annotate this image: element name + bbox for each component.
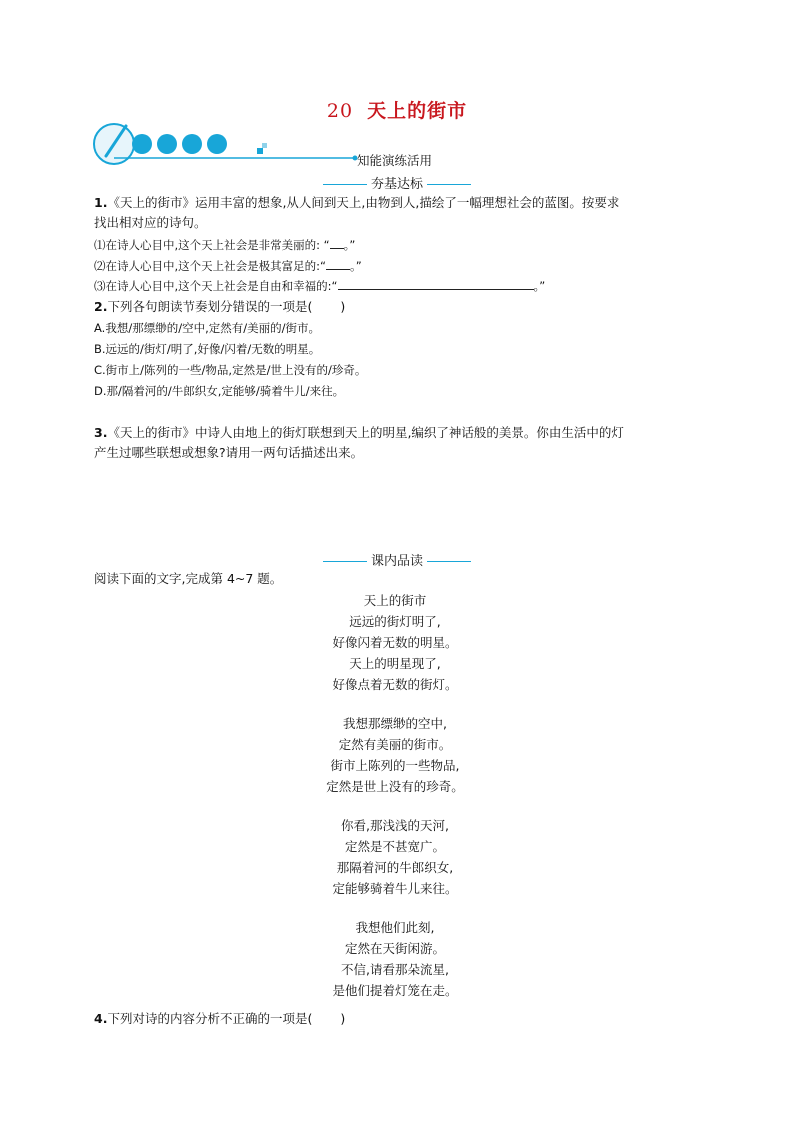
poem-line: 好像闪着无数的明星。 — [332, 635, 458, 650]
q2-option-c[interactable]: C.街市上/陈列的一些/物品,定然是/世上没有的/珍奇。 — [94, 363, 367, 377]
poem-line: 好像点着无数的街灯。 — [332, 677, 458, 692]
q1-sub3-text: ⑶在诗人心目中,这个天上社会是自由和幸福的:“ — [94, 279, 338, 293]
poem-line: 我想那缥缈的空中, — [343, 716, 447, 731]
poem-line: 天上的明星现了, — [349, 656, 441, 671]
q4-stem — [94, 1010, 345, 1028]
lesson-title-text: 天上的街市 — [367, 100, 468, 122]
section-reading — [0, 550, 794, 569]
q2-option-d[interactable]: D.那/隔着河的/牛郎织女,定能够/骑着牛儿/来往。 — [94, 384, 345, 398]
banner-dot-2 — [157, 134, 177, 154]
q3-number: 3. — [94, 425, 108, 440]
poem-stanza-3 — [300, 815, 490, 899]
lesson-title — [0, 96, 794, 123]
q2-stem-text: 下列各句朗读节奏划分错误的一项是( — [107, 299, 313, 314]
poem-line: 不信,请看那朵流星, — [341, 962, 449, 977]
banner-square-2 — [262, 143, 267, 148]
section-reading-label: 课内品读 — [370, 554, 423, 569]
poem-line: 定能够骑着牛儿来往。 — [332, 881, 458, 896]
section-basics — [0, 173, 794, 192]
q1-stem-text: 《天上的街市》运用丰富的想象,从人间到天上,由物到人,描绘了一幅理想社会的蓝图。按要求 — [107, 195, 620, 210]
poem-title: 天上的街市 — [363, 593, 427, 608]
q1-stem-line2: 找出相对应的诗句。 — [94, 215, 207, 230]
section-rule-left — [323, 561, 367, 563]
reading-intro: 阅读下面的文字,完成第 4~7 题。 — [94, 571, 283, 586]
q4-stem-text: 下列对诗的内容分析不正确的一项是( — [107, 1011, 313, 1026]
banner-square-1 — [257, 148, 263, 154]
poem-line: 定然是世上没有的珍奇。 — [326, 779, 464, 794]
poem-line: 那隔着河的牛郎织女, — [336, 860, 454, 875]
q1-sub2 — [94, 257, 362, 275]
q2-number: 2. — [94, 299, 108, 314]
poem-line: 定然有美丽的街市。 — [338, 737, 452, 752]
q1-sub2-blank[interactable] — [326, 257, 350, 270]
q1-sub1-close: 。” — [343, 238, 356, 252]
q2-stem-close: ) — [340, 299, 346, 314]
q2-option-b[interactable]: B.远远的/街灯/明了,好像/闪着/无数的明星。 — [94, 342, 321, 356]
poem-line: 我想他们此刻, — [355, 920, 435, 935]
poem-stanza-1 — [300, 611, 490, 695]
q1-sub1-text: ⑴在诗人心目中,这个天上社会是非常美丽的: “ — [94, 238, 330, 252]
q3-stem-text: 《天上的街市》中诗人由地上的街灯联想到天上的明星,编织了神话般的美景。你由生活中的灯 — [107, 425, 624, 440]
q4-number: 4. — [94, 1011, 108, 1026]
q3-stem-line1 — [94, 424, 624, 442]
section-rule-left — [323, 184, 367, 186]
q1-sub3-blank[interactable] — [338, 277, 534, 290]
q1-number: 1. — [94, 195, 108, 210]
section-rule-right — [427, 561, 471, 563]
q4-stem-close: ) — [340, 1011, 346, 1026]
banner-label: 知能演练活用 — [357, 153, 433, 168]
section-rule-right — [427, 184, 471, 186]
poem-line: 你看,那浅浅的天河, — [341, 818, 449, 833]
banner-dot-1 — [132, 134, 152, 154]
banner-dot-4 — [207, 134, 227, 154]
section-basics-label: 夯基达标 — [370, 177, 423, 192]
lesson-number: 20 — [326, 100, 354, 122]
poem-line: 定然是不甚宽广。 — [344, 839, 445, 854]
q1-sub1-blank[interactable] — [330, 236, 344, 249]
q1-sub3-close: 。” — [533, 279, 546, 293]
q3-stem-line2: 产生过哪些联想或想象?请用一两句话描述出来。 — [94, 445, 364, 460]
poem-line: 远远的街灯明了, — [349, 614, 441, 629]
poem — [300, 590, 490, 1001]
q2-stem — [94, 298, 345, 316]
q1-sub2-close: 。” — [350, 259, 362, 273]
q1-sub1 — [94, 236, 355, 254]
q2-option-a[interactable]: A.我想/那缥缈的/空中,定然有/美丽的/街市。 — [94, 321, 320, 335]
q1-stem-line1 — [94, 194, 619, 212]
poem-line: 定然在天街闲游。 — [344, 941, 445, 956]
poem-stanza-4 — [300, 917, 490, 1001]
poem-line: 是他们提着灯笼在走。 — [332, 983, 458, 998]
banner-dot-3 — [182, 134, 202, 154]
q1-sub3 — [94, 277, 545, 295]
poem-line: 街市上陈列的一些物品, — [330, 758, 460, 773]
poem-stanza-2 — [300, 713, 490, 797]
q1-sub2-text: ⑵在诗人心目中,这个天上社会是极其富足的:“ — [94, 259, 326, 273]
